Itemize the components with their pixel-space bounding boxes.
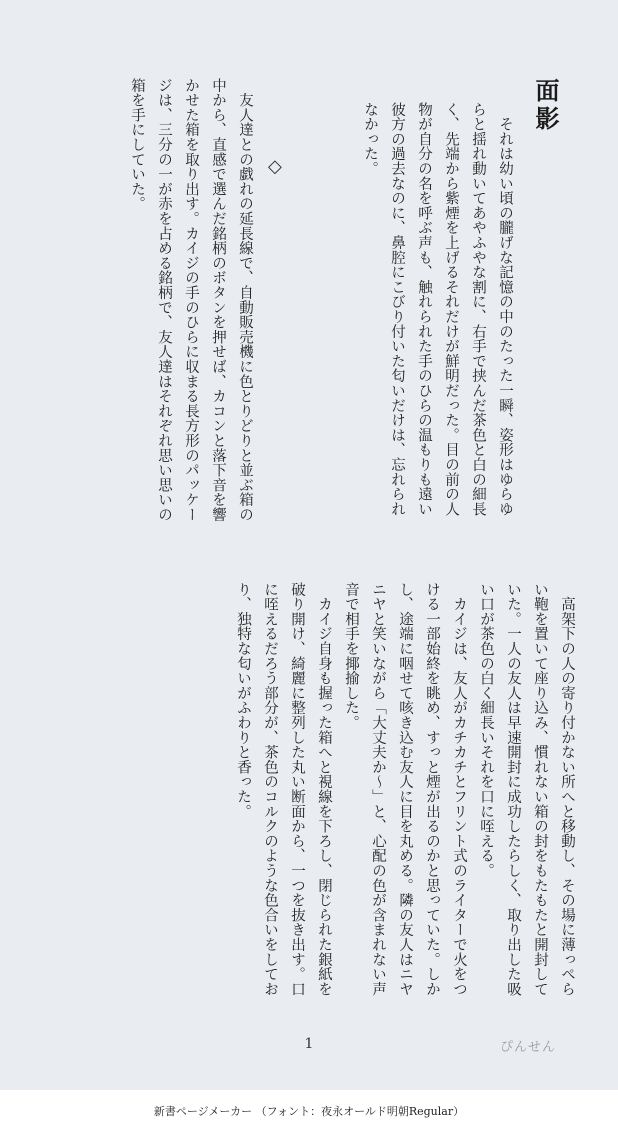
author-name: ぴんせん: [499, 1040, 556, 1055]
lower-body-text: 高架下の人の寄り付かない所へと移動し、その場に薄っぺらい鞄を置いて座り込み、慣れない箱の封をもたもたと開封していた。一人の友人は早速開封に成功したらしく、取り出した吸い口が茶色の白く細長いそれを口に咥える。 カイジは、友人がカチカチとフリント式のライターで火をつける一部始終を眺め、すっと煙が出るのかと思っていた。しかし、途端に咽せて咳き込む友人に目を丸める。隣の友人はニヤニヤと笑いながら「大丈夫か〜」と、心配の色が含まれない声音で相手を揶揄した。 カイジ自身も握った箱へと視線を下ろし、閉じられた銀紙を破り開け、綺麗に整列した丸い断面から、一つを抜き出す。口に咥えるだろう部分が、茶色のコルクのような色合いをしており、独特な匂いがふわりと香った。: [235, 582, 575, 997]
vending-machine-paragraph: 友人達との戯れの延長線で、自動販売機に色とりどりと並ぶ箱の中から、直感で選んだ銘柄のボタンを押せば、カコンと落下音を響かせた箱を取り出す。カイジの手のひらに収まる長方形のパッケージは、三分の一が赤を占める銘柄で、友人達はそれぞれ思い思いの箱を手にしていた。: [129, 78, 253, 522]
generator-credit: 新書ページメーカー （フォント：夜永オールド明朝Regular）: [153, 1105, 465, 1118]
section-separator: ◇: [268, 156, 282, 177]
story-title: 面影: [531, 78, 560, 134]
opening-paragraph: それは幼い頃の朧げな記憶の中のたった一瞬、姿形はゆらゆらと揺れ動いてあやふやな割に、右手で挟んだ茶色と白の細長く、先端から紫煙を上げるそれだけが鮮明だった。目の前の人物が自分の名を呼ぶ声も、触れられた手のひらの温もりも遠い彼方の過去なのに、鼻腔にこびり付いた匂いだけは、忘れられなかった。: [362, 102, 513, 517]
page-number: 1: [304, 1036, 314, 1052]
